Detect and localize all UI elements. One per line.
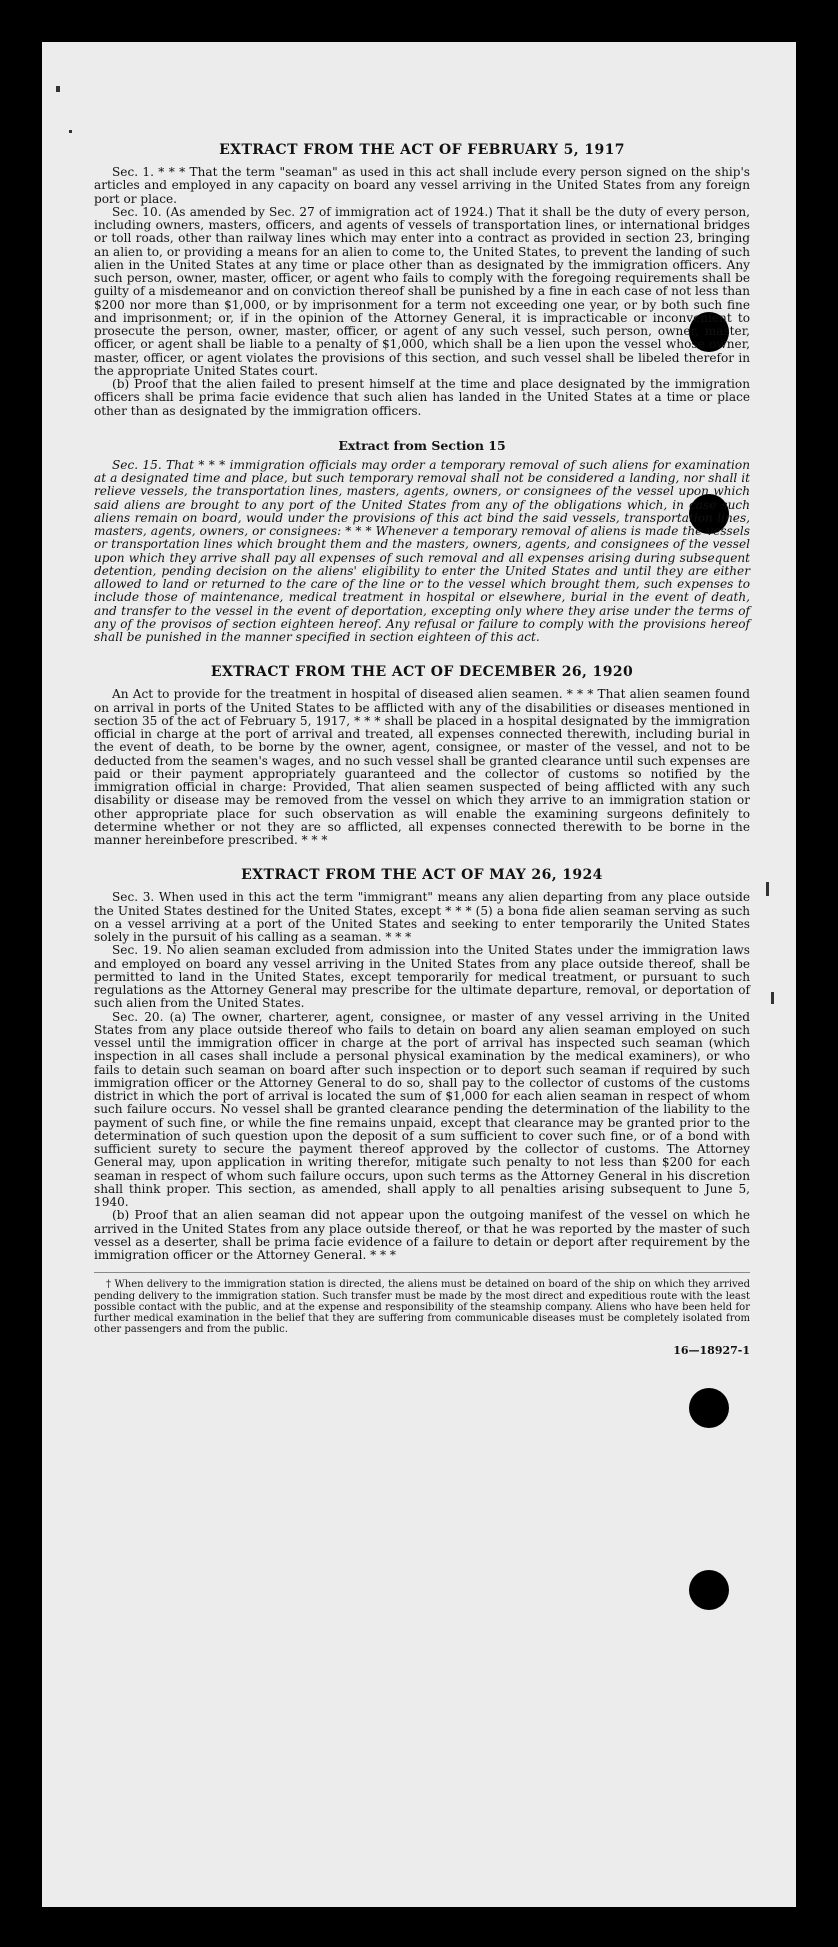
section-heading: EXTRACT FROM THE ACT OF FEBRUARY 5, 1917: [219, 142, 625, 158]
section-heading: EXTRACT FROM THE ACT OF MAY 26, 1924: [241, 867, 603, 884]
scan-speck: [69, 130, 72, 133]
punch-hole: [689, 1388, 729, 1428]
section-subheading: Extract from Section 15: [338, 437, 506, 453]
paragraph: (b) Proof that the alien failed to present himself at the time and place designated by the immigration officers shall be prima facie evidence that such alien has landed in the United States at a time or place other than as designated by the immigration officers.: [94, 377, 750, 418]
punch-hole: [689, 1570, 729, 1610]
section-heading: EXTRACT FROM THE ACT OF DECEMBER 26, 1920: [210, 664, 634, 681]
paragraph: An Act to provide for the treatment in hospital of diseased alien seamen. * * * That alien seamen found on arrival in ports of the United States to be afflicted with any of the disabilities or diseases mentioned in section 35 of the act of February 5, 1917, * * * shall be placed in a hospital designated by the immigration official in charge at the port of arrival and treated, all expenses connected therewith, including burial in the event of death, to be borne by the owner, agent, consignee, or master of the vessel, and not to be deducted from the seamen's wages, and no such vessel shall be granted clearance until such expenses are paid or their payment appropriately guaranteed and the collector of customs so notified by the immigration official in charge: Provided, That alien seamen suspected of being afflicted with any such disability or disease may be removed from the vessel on which they arrive to an immigration station or other appropriate place for such observation as will enable the examining surgeons definitely to determine whether or not they are so afflicted, all expenses connected therewith to be borne in the manner hereinbefore prescribed. * * *: [94, 687, 750, 847]
form-number: 16—18927-1: [673, 1343, 750, 1357]
scan-speck: [771, 992, 774, 1004]
paragraph: Sec. 15. That * * * immigration officials may order a temporary removal of such aliens for examination at a designated time and place, but such temporary removal shall not be considered a landing, nor shall it relieve vessels, the transportation lines, masters, agents, owners, or consignees of the vessel upon which said aliens are brought to any port of the United States from any of the obligations which, in case such aliens remain on board, would under the provisions of this act bind the said vessels, transportation lines, masters, agents, owners, or consignees: * * * Whenever a temporary removal of aliens is made the vessels or transportation lines which brought them and the masters, owners, agents, and consignees of the vessel upon which they arrive shall pay all expenses of such removal and all expenses arising during subsequent detention, pending decision on the aliens' eligibility to enter the United States and until they are either allowed to land or returned to the care of the line or to the vessel which brought them, such expenses to include those of maintenance, medical treatment in hospital or elsewhere, burial in the event of death, and transfer to the vessel in the event of deportation, excepting only where they arise under the terms of any of the provisos of section eighteen hereof. Any refusal or failure to comply with the provisions hereof shall be punished in the manner specified in section eighteen of this act.: [94, 457, 750, 644]
document-page: [42, 42, 796, 1907]
paragraph: Sec. 10. (As amended by Sec. 27 of immigration act of 1924.) That it shall be the duty of every person, including owners, masters, officers, and agents of vessels of transportation lines, or international bridges or toll roads, other than railway lines which may enter into a contract as provided in section 23, bringing an alien to, or providing a means for an alien to come to, the United States, to prevent the landing of such alien in the United States at any time or place other than as designated by the immigration officers. Any such person, owner, master, officer, or agent who fails to comply with the foregoing requirements shall be guilty of a misdemeanor and on conviction thereof shall be punished by a fine in each case of not less than $200 nor more than $1,000, or by imprisonment for a term not exceeding one year, or by both such fine and imprisonment; or, if in the opinion of the Attorney General, it is impracticable or inconvenient to prosecute the person, owner, master, officer, or agent of any such vessel, such person, owner, master, officer, or agent shall be liable to a penalty of $1,000, which shall be a lien upon the vessel whose owner, master, officer, or agent violates the provisions of this section, and such vessel shall be libeled therefor in the appropriate United States court.: [94, 204, 750, 378]
paragraph: Sec. 3. When used in this act the term "immigrant" means any alien departing from any place outside the United States destined for the United States, except * * * (5) a bona fide alien seaman serving as such on a vessel arriving at a port of the United States and seeking to enter temporarily the United States solely in the pursuit of his calling as a seaman. * * *: [94, 890, 750, 944]
paragraph: Sec. 19. No alien seaman excluded from admission into the United States under the immigration laws and employed on board any vessel arriving in the United States from any place outside thereof, shall be permitted to land in the United States, except temporarily for medical treatment, or pursuant to such regulations as the Attorney General may prescribe for the ultimate departure, removal, or deportation of such alien from the United States.: [94, 943, 750, 1011]
document-content: [94, 142, 750, 1360]
footnote: † When delivery to the immigration station is directed, the aliens must be detained on board of the ship on which they arrived pending delivery to the immigration station. Such transfer must be made by the most direct and expeditious route with the least possible contact with the public, and at the expense and responsibility of the steamship company. Aliens who have been held for further medical examination in the belief that they are suffering from communicable diseases must be completely isolated from other passengers and from the public.: [94, 1272, 750, 1335]
scan-speck: [56, 86, 60, 92]
paragraph: Sec. 1. * * * That the term "seaman" as used in this act shall include every person signed on the ship's articles and employed in any capacity on board any vessel arriving in the United States from any foreign port or place.: [94, 165, 750, 206]
paragraph: (b) Proof that an alien seaman did not appear upon the outgoing manifest of the vessel on which he arrived in the United States from any place outside thereof, or that he was reported by the master of such vessel as a deserter, shall be prima facie evidence of a failure to detain or deport after requirement by the immigration officer or the Attorney General. * * *: [94, 1208, 750, 1262]
scan-speck: [766, 882, 769, 896]
paragraph: Sec. 20. (a) The owner, charterer, agent, consignee, or master of any vessel arriving in the United States from any place outside thereof who fails to detain on board any alien seaman employed on such vessel until the immigration officer in charge at the port of arrival has inspected such seaman (which inspection in all cases shall include a personal physical examination by the medical examiners), or who fails to detain such seaman on board after such inspection or to deport such seaman if required by such immigration officer or the Attorney General to do so, shall pay to the collector of customs of the customs district in which the port of arrival is located the sum of $1,000 for each alien seaman in respect of whom such failure occurs. No vessel shall be granted clearance pending the determination of the liability to the payment of such fine, or while the fine remains unpaid, except that clearance may be granted prior to the determination of such question upon the deposit of a sum sufficient to cover such fine, or of a bond with sufficient surety to secure the payment thereof approved by the collector of customs. The Attorney General may, upon application in writing therefor, mitigate such penalty to not less than $200 for each seaman in respect of whom such failure occurs, upon such terms as the Attorney General in his discretion shall think proper. This section, as amended, shall apply to all penalties arising subsequent to June 5, 1940.: [94, 1009, 750, 1209]
